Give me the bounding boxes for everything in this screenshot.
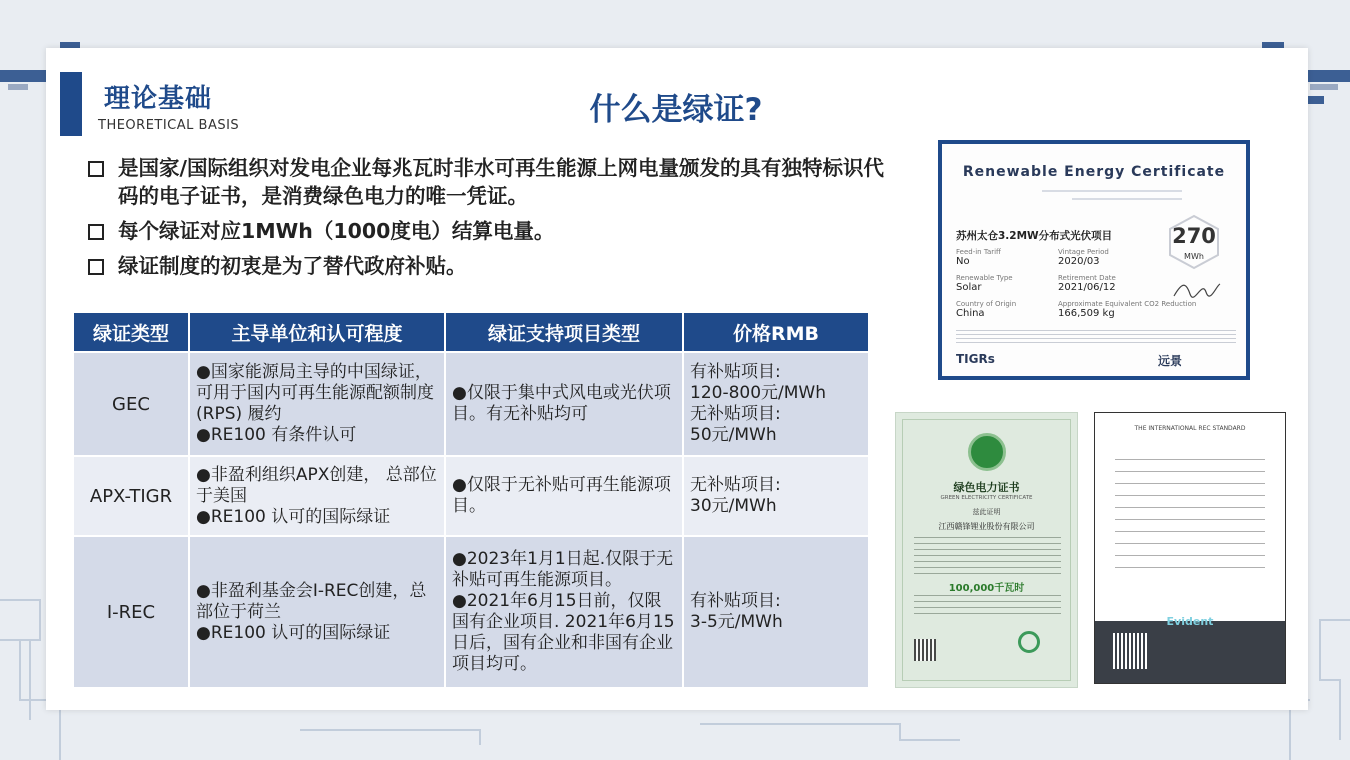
cell-line: 120-800元/MWh <box>690 383 827 403</box>
rec-project-name: 苏州太仓3.2MW分布式光伏项目 <box>956 230 1113 242</box>
certificate-table <box>72 311 870 689</box>
evident-logo: Evident <box>1166 615 1214 628</box>
cell-line: ●RE100 有条件认可 <box>196 425 357 445</box>
rec-field-label: Country of Origin <box>956 300 1017 308</box>
gec-text-lines <box>914 537 1061 577</box>
qr-code-icon <box>914 639 936 661</box>
rec-field-label: Approximate Equivalent CO2 Reduction <box>1058 300 1197 308</box>
cell-line: 3-5元/MWh <box>690 612 783 632</box>
cert-type-cell: I-REC <box>73 536 189 688</box>
rec-field-value: Solar <box>956 282 982 293</box>
table-header-row <box>73 312 869 352</box>
checkbox-square-icon <box>88 224 104 240</box>
cert-type-cell: APX-TIGR <box>73 456 189 536</box>
authority-cell <box>189 456 445 536</box>
bullet-item <box>84 154 904 210</box>
cell-line: ●仅限于无补贴可再生能源项目。 <box>452 475 671 516</box>
bullet-list <box>84 154 904 287</box>
rec-title: Renewable Energy Certificate <box>962 164 1226 180</box>
rec-field-label: Vintage Period <box>1058 248 1109 256</box>
bullet-text: 每个绿证对应1MWh（1000度电）结算电量。 <box>118 219 555 243</box>
column-header: 价格RMB <box>683 312 869 352</box>
gec-amount: 100,000千瓦时 <box>948 583 1025 594</box>
rec-amount: 270 <box>1172 224 1216 248</box>
cell-line: ●非盈利基金会I-REC创建，总部位于荷兰 <box>196 580 427 622</box>
rec-field-label: Retirement Date <box>1058 274 1116 282</box>
gec-company: 江西赣锋锂业股份有限公司 <box>938 522 1035 531</box>
column-header: 主导单位和认可程度 <box>189 312 445 352</box>
signature-icon <box>1172 278 1222 300</box>
brand-bar <box>60 72 82 136</box>
price-cell <box>683 536 869 688</box>
rec-unit: MWh <box>1184 252 1204 261</box>
projects-cell <box>445 456 683 536</box>
gec-emblem-icon <box>968 433 1006 471</box>
authority-cell <box>189 536 445 688</box>
rec-field-value: China <box>956 308 985 319</box>
price-cell <box>683 456 869 536</box>
seal-icon <box>1018 631 1040 653</box>
bullet-text: 绿证制度的初衷是为了替代政府补贴。 <box>118 254 467 278</box>
cell-line: 50元/MWh <box>690 425 777 445</box>
column-header: 绿证支持项目类型 <box>445 312 683 352</box>
tigrs-logo: TIGRs <box>956 352 995 366</box>
page-title: 什么是绿证? <box>589 92 763 128</box>
green-electricity-certificate-image <box>895 412 1078 688</box>
gec-subtitle: GREEN ELECTRICITY CERTIFICATE <box>940 495 1033 501</box>
bullet-item <box>84 252 904 280</box>
bullet-text: 是国家/国际组织对发电企业每兆瓦时非水可再生能源上网电量颁发的具有独特标识代码的电子证书，是消费绿色电力的唯一凭证。 <box>118 156 884 208</box>
brand-subtitle: THEORETICAL BASIS <box>98 118 240 133</box>
rec-field-label: Feed-in Tariff <box>956 248 1001 256</box>
irec-certificate-image <box>1094 412 1286 684</box>
cell-line: ●国家能源局主导的中国绿证，可用于国内可再生能源配额制度(RPS) 履约 <box>196 362 434 424</box>
gec-title: 绿色电力证书 <box>953 481 1020 494</box>
slide <box>46 48 1308 710</box>
checkbox-square-icon <box>88 161 104 177</box>
projects-cell <box>445 536 683 688</box>
column-header: 绿证类型 <box>73 312 189 352</box>
gec-cert-label: 兹此证明 <box>972 508 1001 516</box>
gec-text-lines <box>914 595 1061 617</box>
rec-field-value: No <box>956 256 970 267</box>
authority-cell <box>189 352 445 456</box>
price-cell <box>683 352 869 456</box>
renewable-energy-certificate-image <box>938 140 1250 380</box>
envision-logo: 远景 <box>1158 354 1183 368</box>
rec-fine-print <box>956 330 1236 344</box>
cell-line: ●2021年6月15日前，仅限国有企业项目. 2021年6月15日后，国有企业和非国有企业项目均可。 <box>452 591 675 674</box>
rec-field-value: 166,509 kg <box>1058 308 1115 319</box>
cell-line: ●仅限于集中式风电或光伏项目。有无补贴均可 <box>452 383 671 424</box>
qr-code-icon <box>1113 633 1149 669</box>
cert-type-cell: GEC <box>73 352 189 456</box>
cell-line: ●RE100 认可的国际绿证 <box>196 622 391 643</box>
bullet-item <box>84 217 904 245</box>
table-row <box>73 536 869 688</box>
cell-line: ●非盈利组织APX创建， 总部位于美国 <box>196 464 437 506</box>
cell-line: 无补贴项目: <box>690 475 781 495</box>
cell-line: 无补贴项目: <box>690 404 781 424</box>
cell-line: 有补贴项目: <box>690 591 781 611</box>
projects-cell <box>445 352 683 456</box>
irec-text-lines <box>1115 459 1265 569</box>
cell-line: ●RE100 认可的国际绿证 <box>196 506 391 527</box>
table-row <box>73 456 869 536</box>
irec-header: THE INTERNATIONAL REC STANDARD <box>1134 425 1246 432</box>
cell-line: 30元/MWh <box>690 496 777 516</box>
checkbox-square-icon <box>88 259 104 275</box>
rec-field-value: 2021/06/12 <box>1058 282 1116 293</box>
brand-title: 理论基础 <box>104 84 213 114</box>
rec-field-label: Renewable Type <box>956 274 1013 282</box>
cell-line: ●2023年1月1日起.仅限于无补贴可再生能源项目。 <box>452 549 674 590</box>
cell-line: 有补贴项目: <box>690 362 781 382</box>
table-row <box>73 352 869 456</box>
rec-field-value: 2020/03 <box>1058 256 1100 267</box>
